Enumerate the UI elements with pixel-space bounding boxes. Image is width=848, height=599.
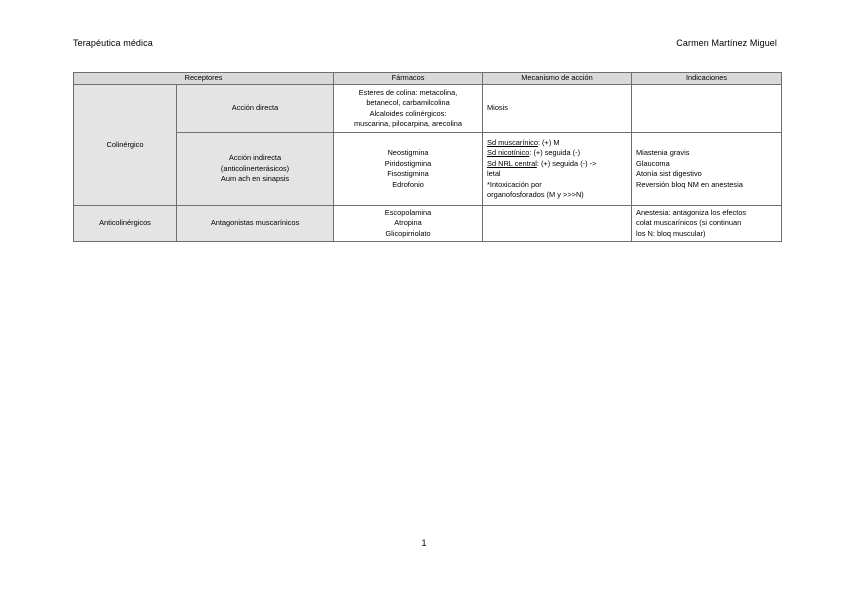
header-farmacos: Fármacos xyxy=(334,73,483,85)
indicaciones-directa xyxy=(632,85,782,133)
indicaciones-indirecta: Miastenia gravis Glaucoma Atonía sist digestivo Reversión bloq NM en anestesia xyxy=(632,133,782,206)
mecanismo-indirecta: Sd muscarínico: (+) M Sd nicotínico: (+) seguida (-) Sd NRL central: (+) seguida (-) -> letal *Intoxicación por organofosforados (M y >>>N) xyxy=(483,133,632,206)
table-header-row xyxy=(74,73,782,85)
farmacos-indirecta: Neostigmina Piridostigmina Fisostigmina Edrofonio xyxy=(334,133,483,206)
mecanismo-directa: Miosis xyxy=(483,85,632,133)
accion-indirecta-label: Acción indirecta (anticolinerterásicos) Aum ach en sinapsis xyxy=(177,133,334,206)
header-indicaciones: Indicaciones xyxy=(632,73,782,85)
page-number: 1 xyxy=(421,538,427,548)
accion-directa-label: Acción directa xyxy=(177,85,334,133)
table-row xyxy=(74,206,782,242)
header-receptores: Receptores xyxy=(74,73,334,85)
pharmacology-table xyxy=(73,72,782,242)
receptor-anticolinergicos: Anticolinérgicos xyxy=(74,206,177,242)
antagonistas-label: Antagonistas muscarínicos xyxy=(177,206,334,242)
table-row xyxy=(74,85,782,133)
header-left: Terapéutica médica xyxy=(73,38,153,48)
farmacos-directa: Esteres de colina: metacolina, betanecol, carbamilcolina Alcaloides colinérgicos: muscarina, pilocarpina, arecolina xyxy=(334,85,483,133)
indicaciones-anticolinergicos: Anestesia: antagoniza los efectos colat muscarínicos (si continuan los N: bloq muscular) xyxy=(632,206,782,242)
table-row xyxy=(74,133,782,206)
receptor-colinergico: Colinérgico xyxy=(74,85,177,206)
header-mecanismo: Mecanismo de acción xyxy=(483,73,632,85)
header-right: Carmen Martínez Miguel xyxy=(676,38,777,48)
mecanismo-anticolinergicos xyxy=(483,206,632,242)
farmacos-anticolinergicos: Escopolamina Atropina Glicopirriolato xyxy=(334,206,483,242)
